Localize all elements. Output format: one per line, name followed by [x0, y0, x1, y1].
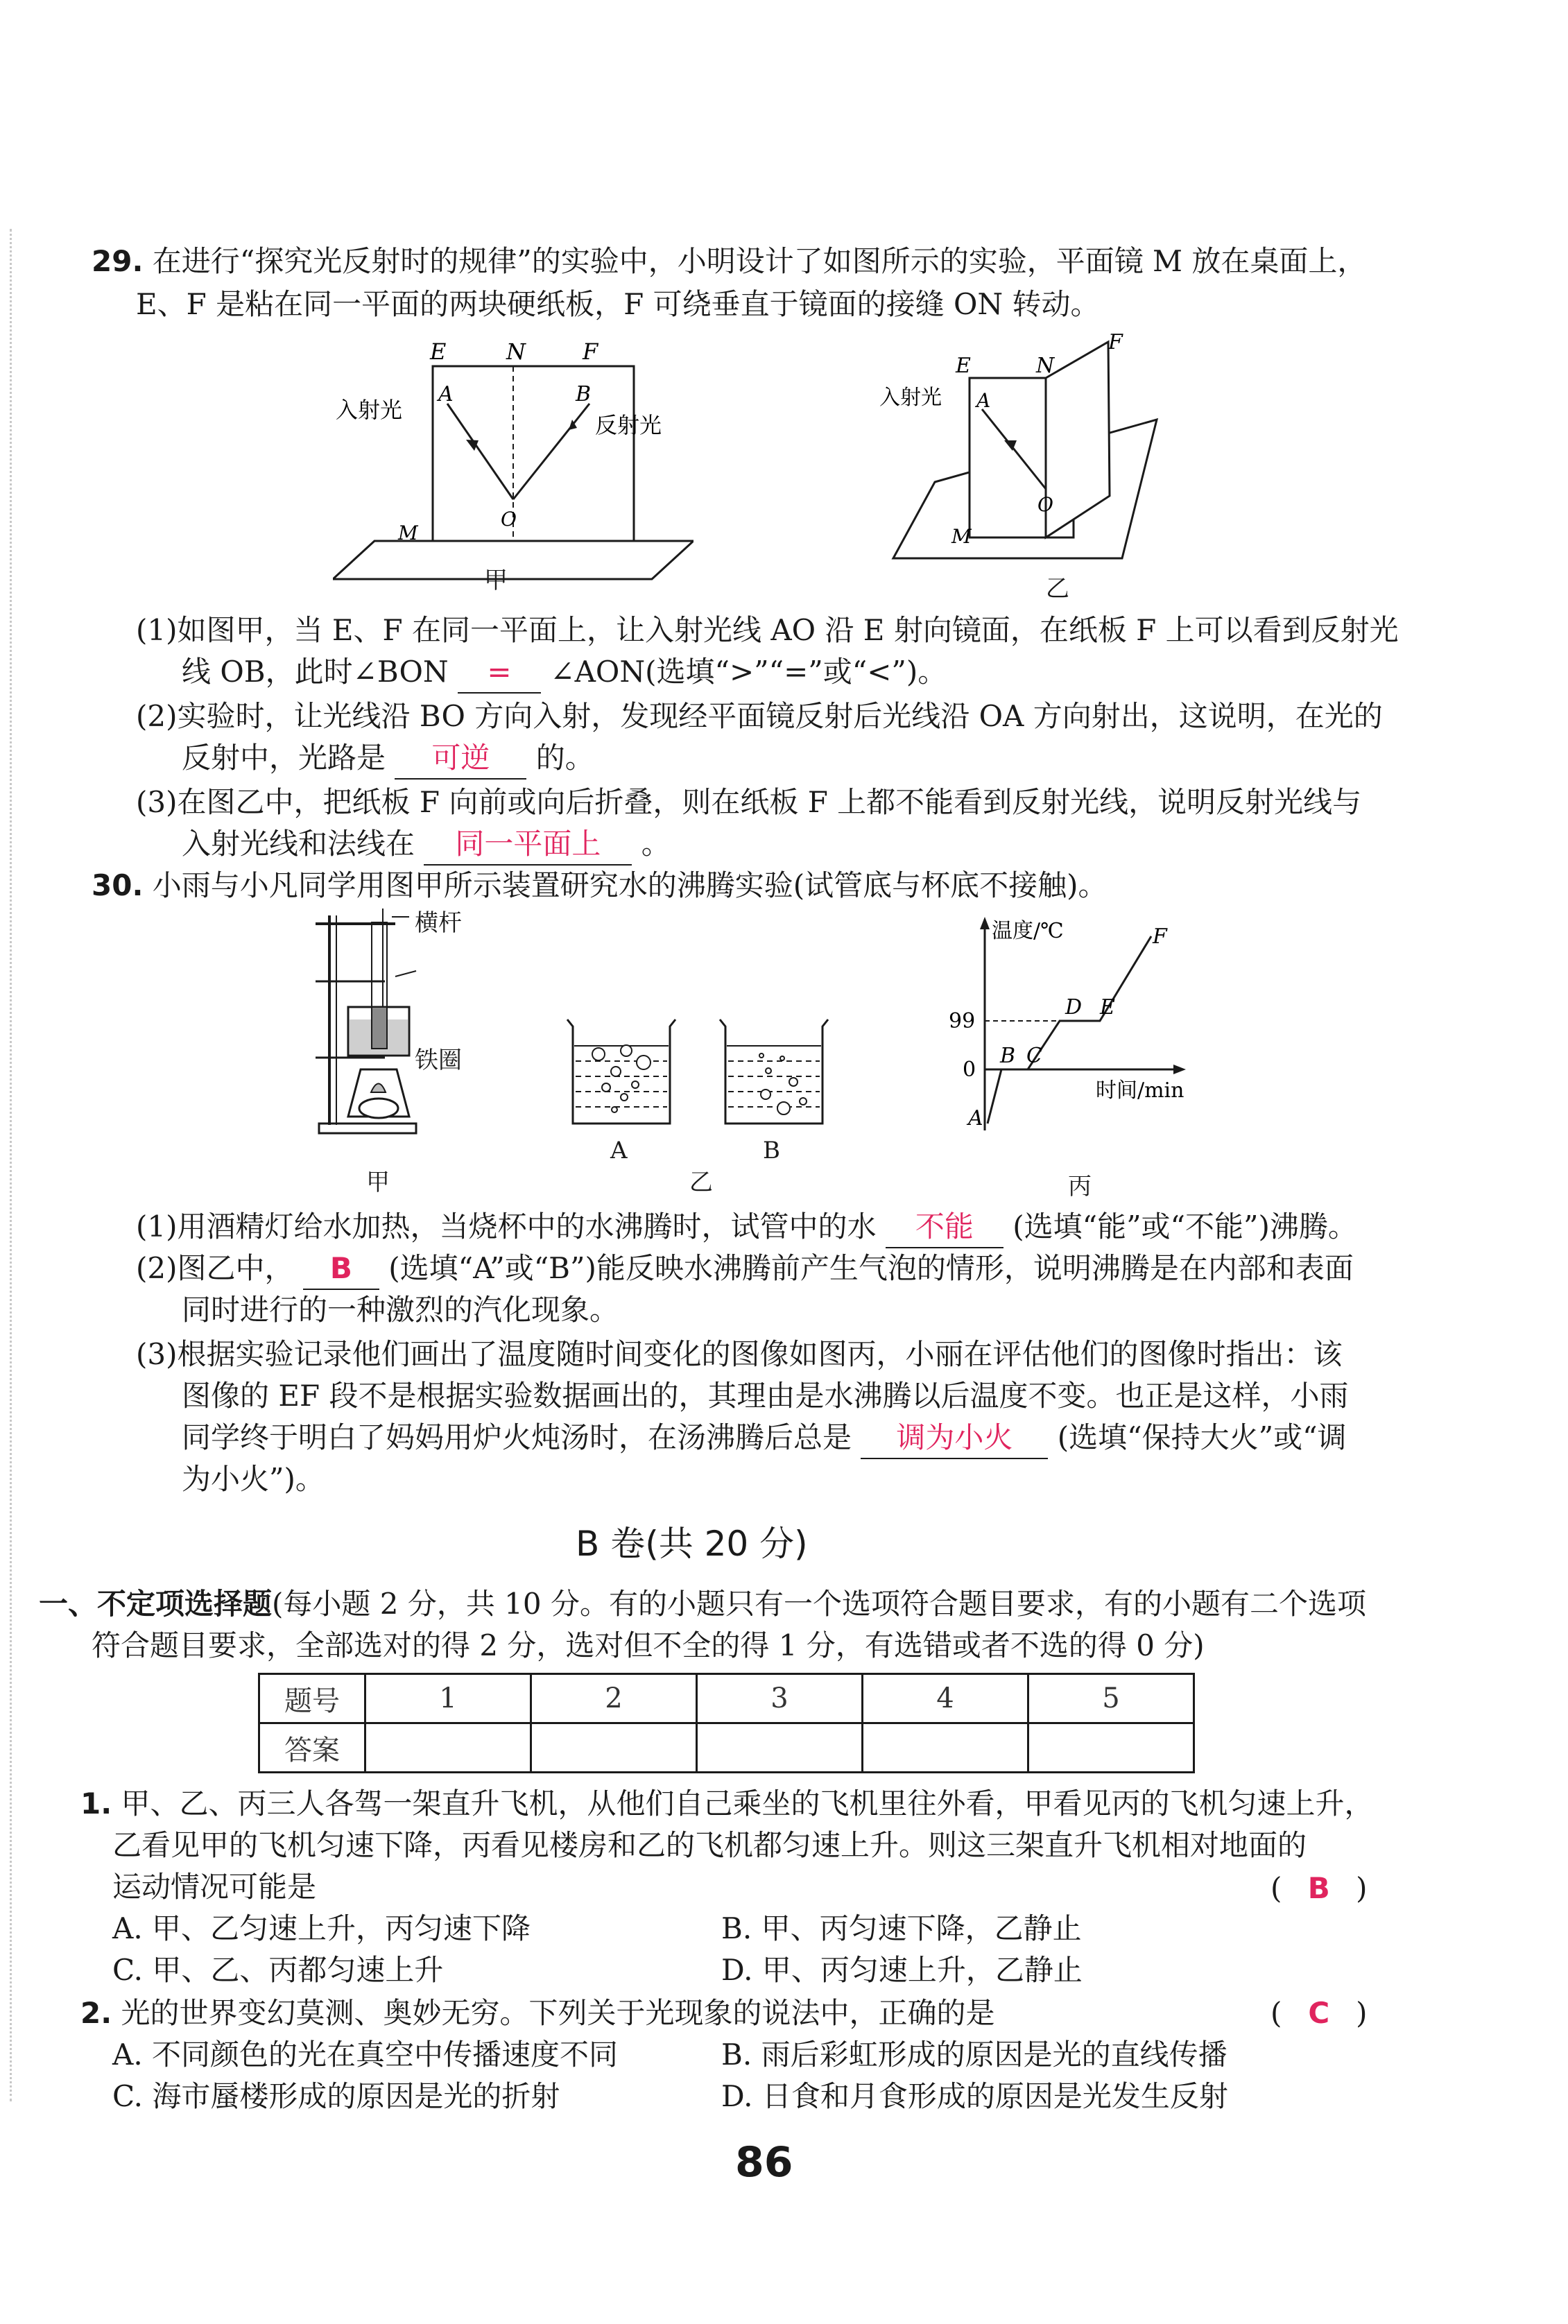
q30-part2-text-post: (选填“A”或“B”)能反映水沸腾前产生气泡的情形，说明沸腾是在内部和表面	[388, 1251, 1354, 1285]
bing-xlabel: 时间/min	[1096, 1078, 1184, 1103]
answer-cell-1[interactable]	[365, 1723, 531, 1773]
table-cell: 5	[1028, 1674, 1194, 1723]
answer-cell-3[interactable]	[697, 1723, 863, 1773]
bing-tick-99: 99	[949, 1009, 976, 1033]
mc2-option-a: A. 不同颜色的光在真空中传播速度不同	[112, 2038, 619, 2072]
q30-label-ring: 铁圈	[415, 1047, 462, 1074]
q30-caption-yi: 乙	[689, 1169, 713, 1196]
q29-caption-yi: 乙	[1046, 575, 1069, 603]
yi-label-O: O	[1037, 493, 1053, 516]
q30-caption-jia: 甲	[366, 1169, 390, 1196]
table-cell: 4	[863, 1674, 1028, 1723]
mc2-bracket-open: (	[1270, 1996, 1282, 2030]
q29-part2-text-pre: 反射中，光路是	[182, 741, 386, 775]
answer-cell-2[interactable]	[531, 1723, 697, 1773]
bing-tick-0: 0	[963, 1058, 976, 1082]
mc2-bracket-close: )	[1356, 1996, 1368, 2030]
mc2-answer: C	[1308, 1996, 1330, 2030]
q29-part2-answer: 可逆	[395, 738, 526, 780]
q30-stem-line	[92, 866, 1108, 906]
q29-caption-jia: 甲	[484, 567, 508, 594]
mc1-bracket-close: )	[1356, 1871, 1368, 1905]
q29-part2-line1: (2)实验时，让光线沿 BO 方向入射，发现经平面镜反射后光线沿 OA 方向射出，这说明，在光的	[136, 699, 1383, 733]
q30-beaker-label-B: B	[763, 1137, 780, 1164]
bing-point-C: C	[1026, 1044, 1042, 1068]
jia-label-A: A	[438, 382, 454, 406]
q29-stem1-text: 在进行“探究光反射时的规律”的实验中，小明设计了如图所示的实验，平面镜 M 放在桌面上，	[152, 244, 1367, 278]
q30-part1-text-pre: (1)用酒精灯给水加热，当烧杯中的水沸腾时，试管中的水	[136, 1210, 877, 1243]
page-number: 86	[735, 2138, 793, 2187]
q30-part3-line2: 图像的 EF 段不是根据实验数据画出的，其理由是水沸腾以后温度不变。也正是这样，小雨	[182, 1379, 1349, 1413]
bing-point-A: A	[968, 1106, 983, 1130]
mc1-stem-line3: 运动情况可能是	[112, 1870, 317, 1904]
q30-part2-text-pre: (2)图乙中，	[136, 1251, 294, 1285]
mc2-stem-text: 光的世界变幻莫测、奥妙无穷。下列关于光现象的说法中，正确的是	[121, 1996, 995, 2030]
jia-label-N: N	[506, 340, 526, 365]
q29-part1-line2	[182, 652, 947, 694]
mc2-option-d: D. 日食和月食形成的原因是光发生反射	[721, 2079, 1228, 2113]
mc1-stem1-text: 甲、乙、丙三人各驾一架直升飞机，从他们自己乘坐的飞机里往外看，甲看见丙的飞机匀速上升，	[121, 1787, 1374, 1821]
answer-table	[258, 1673, 1195, 1773]
q30-part3-text-pre: 同学终于明白了妈妈用炉火炖汤时，在汤沸腾后总是	[182, 1420, 852, 1454]
mc1-bracket-open: (	[1270, 1871, 1282, 1905]
yi-label-E: E	[956, 354, 971, 378]
q30-label-rod: 横杆	[415, 909, 462, 937]
mc1-option-c: C. 甲、乙、丙都匀速上升	[112, 1953, 444, 1987]
q30-caption-bing: 丙	[1068, 1173, 1092, 1200]
table-cell: 2	[531, 1674, 697, 1723]
q30-part1-line	[136, 1207, 1357, 1248]
q29-figure-yi	[879, 329, 1171, 579]
mc1-stem-line1	[80, 1784, 1374, 1824]
q29-part1-answer: =	[458, 652, 541, 694]
jia-label-reflected: 反射光	[595, 412, 662, 438]
jia-label-incident: 入射光	[336, 397, 403, 423]
q30-number: 30.	[92, 868, 144, 902]
q30-part3-line3	[182, 1418, 1347, 1459]
binding-margin	[10, 229, 12, 2101]
jia-label-O: O	[501, 508, 517, 531]
jia-label-M: M	[398, 522, 418, 544]
section-b-part-label: 一、不定项选择题	[39, 1587, 273, 1621]
q29-part3-line1: (3)在图乙中，把纸板 F 向前或向后折叠，则在纸板 F 上都不能看到反射光线，说明反射光线与	[136, 785, 1362, 819]
yi-label-incident: 入射光	[879, 386, 942, 410]
q30-beaker-label-A: A	[610, 1137, 628, 1164]
q29-part3-text-pre: 入射光线和法线在	[182, 827, 415, 861]
mc2-option-c: C. 海市蜃楼形成的原因是光的折射	[112, 2079, 560, 2113]
mc2-number: 2.	[80, 1996, 112, 2030]
q29-part3-text-post: 。	[641, 827, 671, 861]
yi-label-N: N	[1036, 354, 1055, 378]
table-cell: 1	[365, 1674, 531, 1723]
q30-part3-answer: 调为小火	[861, 1418, 1048, 1459]
section-b-instructions-line2: 符合题目要求，全部选对的得 2 分，选对但不全的得 1 分，有选错或者不选的得 0 分)	[92, 1628, 1205, 1662]
mc1-option-d: D. 甲、丙匀速上升，乙静止	[721, 1953, 1083, 1987]
mc1-stem-line2: 乙看见甲的飞机匀速下降，丙看见楼房和乙的飞机都匀速上升。则这三架直升飞机相对地面的	[112, 1828, 1307, 1862]
yi-label-F: F	[1108, 330, 1123, 354]
answer-table-row-header	[259, 1674, 1194, 1723]
mc1-number: 1.	[80, 1787, 112, 1821]
q29-part1-text-post: ∠AON(选填“>”“=”或“<”)。	[550, 655, 947, 689]
mc1-option-b: B. 甲、丙匀速下降，乙静止	[721, 1911, 1082, 1945]
q30-part2-line1	[136, 1248, 1354, 1290]
q29-part3-line2	[182, 824, 671, 866]
answer-table-row-answers	[259, 1723, 1194, 1773]
q30-part1-answer: 不能	[886, 1207, 1003, 1248]
jia-label-E: E	[430, 340, 447, 365]
table-cell: 题号	[259, 1674, 365, 1723]
answer-cell-5[interactable]	[1028, 1723, 1194, 1773]
q29-number: 29.	[92, 244, 144, 278]
jia-label-F: F	[583, 340, 598, 365]
jia-label-B: B	[576, 382, 592, 406]
q30-part2-answer: B	[303, 1248, 379, 1290]
q29-figure-jia	[333, 340, 693, 603]
q30-figure-bing	[943, 915, 1234, 1137]
bing-ylabel: 温度/℃	[992, 919, 1064, 943]
yi-label-A: A	[976, 389, 991, 412]
section-b-title: B 卷(共 20 分)	[576, 1524, 808, 1564]
bing-point-B: B	[1000, 1044, 1016, 1068]
q29-part3-answer: 同一平面上	[424, 824, 632, 866]
section-b-instructions-line1	[39, 1584, 1366, 1624]
q29-part2-text-post: 的。	[535, 741, 594, 775]
mc2-answer-bracket	[1270, 1993, 1368, 2033]
q29-part1-text-pre: 线 OB，此时∠BON	[182, 655, 449, 689]
bing-point-E: E	[1100, 995, 1115, 1019]
q29-part1-line1: (1)如图甲，当 E、F 在同一平面上，让入射光线 AO 沿 E 射向镜面，在纸板 F 上可以看到反射光	[136, 613, 1399, 647]
q29-stem-line2: E、F 是粘在同一平面的两块硬纸板，F 可绕垂直于镜面的接缝 ON 转动。	[136, 287, 1100, 321]
section-b-desc1: (每小题 2 分，共 10 分。有的小题只有一个选项符合题目要求，有的小题有二个选项	[272, 1587, 1366, 1621]
q30-part2-line2: 同时进行的一种激烈的汽化现象。	[182, 1293, 619, 1327]
mc2-stem-line	[80, 1993, 995, 2033]
q30-part3-text-post: (选填“保持大火”或“调	[1057, 1420, 1347, 1454]
q30-figure-jia	[305, 909, 513, 1144]
q30-stem-text: 小雨与小凡同学用图甲所示装置研究水的沸腾实验(试管底与杯底不接触)。	[152, 868, 1108, 902]
mc2-option-b: B. 雨后彩虹形成的原因是光的直线传播	[721, 2038, 1227, 2072]
q30-part3-line1: (3)根据实验记录他们画出了温度随时间变化的图像如图丙，小丽在评估他们的图像时指出：该	[136, 1337, 1343, 1371]
answer-cell-4[interactable]	[863, 1723, 1028, 1773]
mc1-option-a: A. 甲、乙匀速上升，丙匀速下降	[112, 1911, 531, 1945]
mc1-answer-bracket	[1270, 1868, 1368, 1909]
bing-point-D: D	[1065, 995, 1083, 1019]
mc1-answer: B	[1307, 1871, 1330, 1905]
q29-part2-line2	[182, 738, 594, 780]
q30-figure-yi	[560, 1013, 852, 1137]
table-cell: 答案	[259, 1723, 365, 1773]
q29-stem-line1	[92, 241, 1366, 282]
q30-part1-text-post: (选填“能”或“不能”)沸腾。	[1013, 1210, 1357, 1243]
yi-label-M: M	[951, 525, 972, 548]
bing-point-F: F	[1153, 924, 1167, 949]
table-cell: 3	[697, 1674, 863, 1723]
q30-part3-line4: 为小火”)。	[182, 1462, 325, 1496]
